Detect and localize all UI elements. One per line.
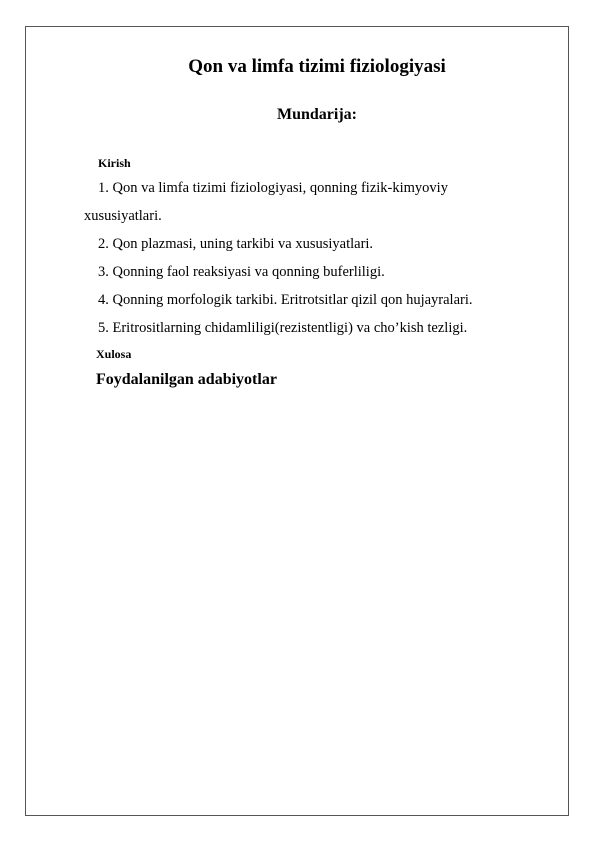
toc-heading: Mundarija: <box>277 106 357 123</box>
toc-entry-references: Foydalanilgan adabiyotlar <box>96 371 277 388</box>
toc-entry-4: 4. Qonning morfologik tarkibi. Eritrotsitlar qizil qon hujayralari. <box>98 292 473 308</box>
toc-entry-intro: Kirish <box>98 156 131 170</box>
toc-entry-conclusion: Xulosa <box>96 347 132 361</box>
toc-entry-5: 5. Eritrositlarning chidamliligi(rezistentligi) va cho’kish tezligi. <box>98 320 468 336</box>
toc-entry-1-continued: xususiyatlari. <box>84 208 162 224</box>
toc-entry-3: 3. Qonning faol reaksiyasi va qonning buferliligi. <box>98 264 385 280</box>
document-title: Qon va limfa tizimi fiziologiyasi <box>188 56 446 77</box>
toc-entry-2: 2. Qon plazmasi, uning tarkibi va xususiyatlari. <box>98 236 374 252</box>
page-border <box>25 26 569 816</box>
toc-entry-1: 1. Qon va limfa tizimi fiziologiyasi, qonning fizik-kimyoviy <box>98 180 448 196</box>
